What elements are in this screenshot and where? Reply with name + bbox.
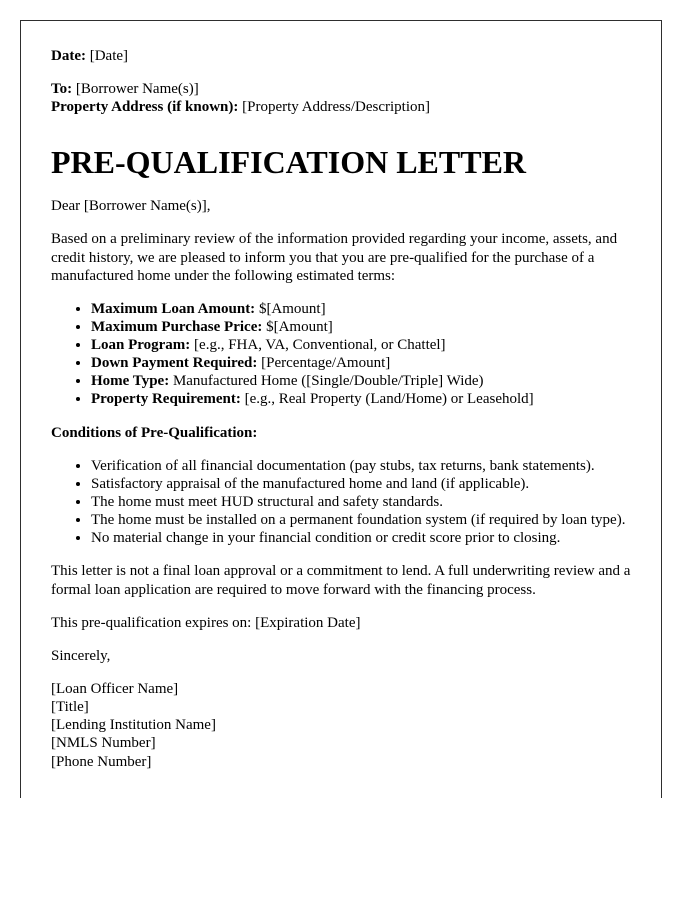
term-value: Manufactured Home ([Single/Double/Triple] Wide) (172, 373, 484, 390)
term-label: Maximum Loan Amount: (91, 300, 256, 317)
conditions-heading: Conditions of Pre-Qualification: (51, 424, 258, 441)
signature-block (51, 680, 631, 771)
term-value: $[Amount] (266, 318, 333, 335)
condition-item: • No material change in your financial condition or credit score prior to closing. (91, 529, 631, 547)
signature-line-institution: [Lending Institution Name] (51, 717, 216, 734)
term-item (91, 318, 631, 336)
condition-item: • Satisfactory appraisal of the manufactured home and land (if applicable). (91, 475, 631, 493)
intro-paragraph: Based on a preliminary review of the information provided regarding your income, assets, and credit history, we are pleased to inform you that you are pre-qualified for the purchase of a manufactured home under the following estimated terms: (51, 231, 618, 284)
term-item (91, 390, 631, 408)
to-label: To: (51, 81, 73, 98)
signature-line-title: [Title] (51, 699, 89, 716)
closing: Sincerely, (51, 647, 111, 664)
disclaimer-paragraph: This letter is not a final loan approval or a commitment to lend. A full underwriting review and a formal loan application are required to move forward with the financing process. (51, 563, 631, 598)
signature-line-phone: [Phone Number] (51, 753, 152, 770)
term-item (91, 354, 631, 372)
recipient-block (51, 80, 631, 116)
term-value: [e.g., FHA, VA, Conventional, or Chattel] (194, 337, 446, 354)
to-line (51, 81, 199, 97)
salutation: Dear [Borrower Name(s)], (51, 198, 211, 215)
letter-title: PRE-QUALIFICATION LETTER (51, 144, 527, 181)
signature-line-officer-name: [Loan Officer Name] (51, 681, 179, 698)
property-line (51, 99, 430, 115)
term-label: Home Type: (91, 373, 170, 390)
expiration-line: This pre-qualification expires on: [Expiration Date] (51, 614, 361, 631)
date-value: [Date] (89, 48, 129, 64)
term-value: [Percentage/Amount] (261, 355, 391, 372)
term-item (91, 372, 631, 390)
condition-item: • The home must meet HUD structural and safety standards. (91, 493, 631, 511)
term-label: Down Payment Required: (91, 355, 258, 372)
property-value: [Property Address/Description] (242, 99, 431, 116)
term-item (91, 336, 631, 354)
to-value: [Borrower Name(s)] (75, 81, 199, 98)
term-label: Property Requirement: (91, 391, 241, 408)
date-label: Date: (51, 48, 86, 64)
term-label: Loan Program: (91, 337, 191, 354)
letter-border-box (20, 20, 662, 798)
date-line (51, 47, 631, 65)
conditions-list (51, 457, 631, 548)
term-item (91, 300, 631, 318)
signature-line-nmls: [NMLS Number] (51, 735, 156, 752)
term-value: [e.g., Real Property (Land/Home) or Leasehold] (244, 391, 534, 408)
terms-list (51, 300, 631, 409)
condition-item: • The home must be installed on a permanent foundation system (if required by loan type). (91, 511, 631, 529)
condition-item: • Verification of all financial documentation (pay stubs, tax returns, bank statements). (91, 457, 631, 475)
term-label: Maximum Purchase Price: (91, 318, 263, 335)
property-label: Property Address (if known): (51, 99, 239, 116)
term-value: $[Amount] (258, 300, 326, 317)
